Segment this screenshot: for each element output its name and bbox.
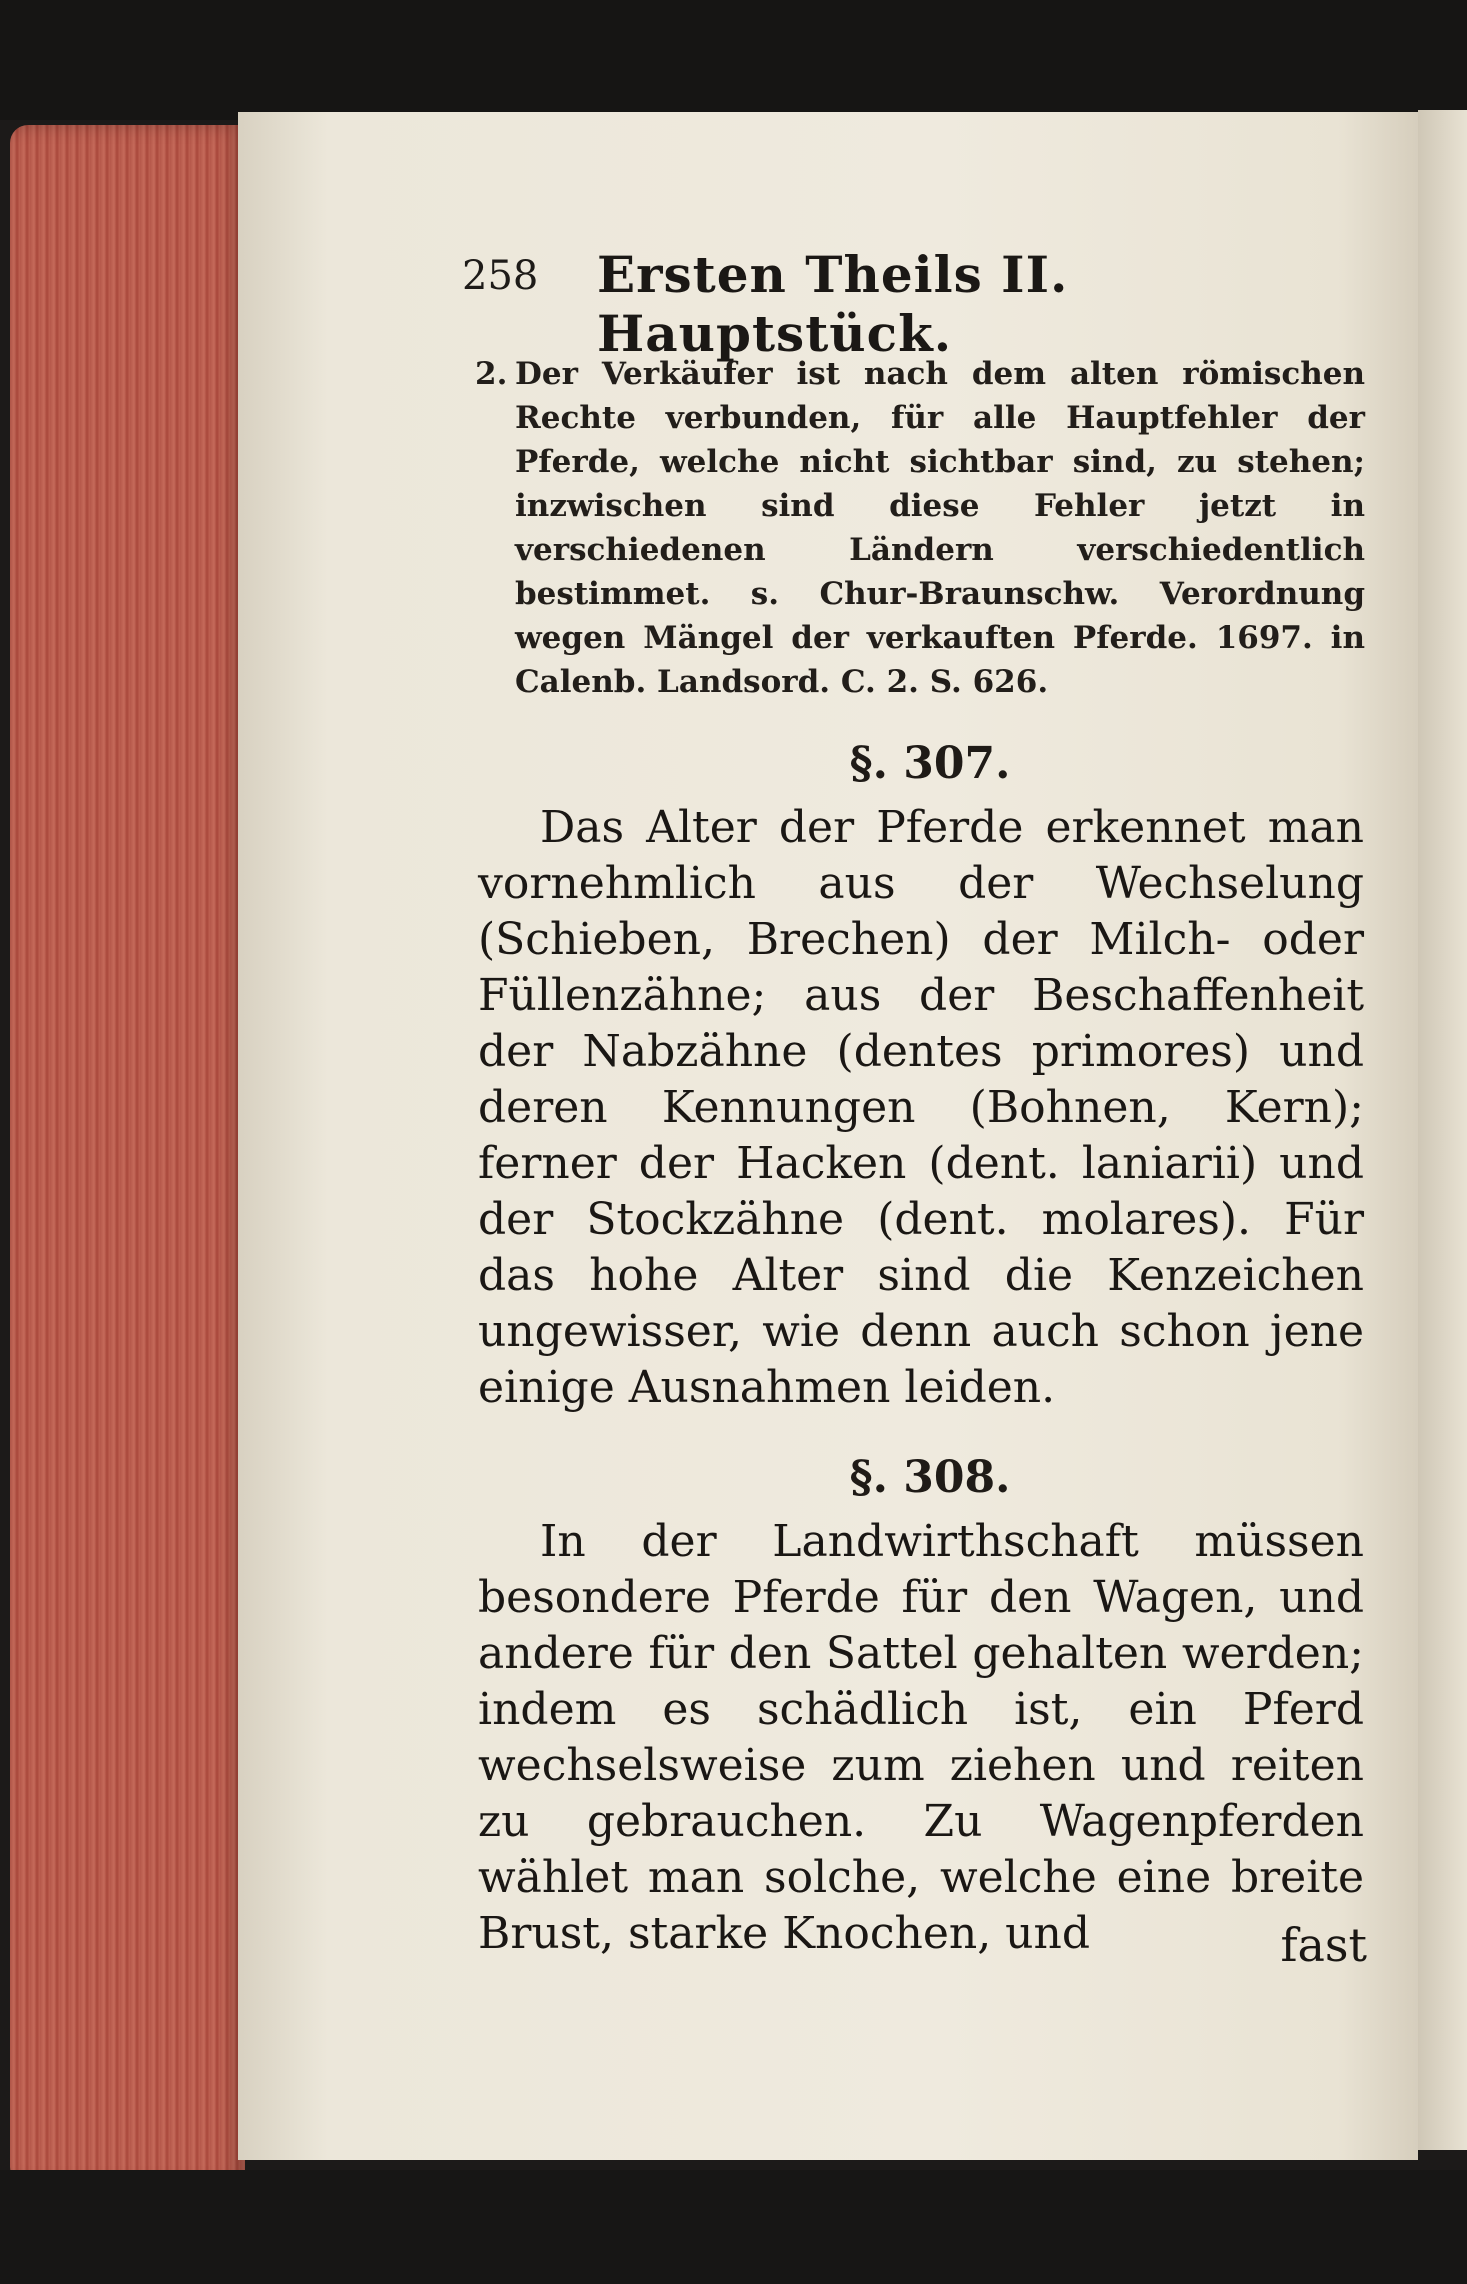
footnote	[475, 352, 1365, 704]
section-heading-307: §. 307.	[849, 738, 1011, 789]
section-text-307: Das Alter der Pferde erkennet man vornehmlich aus der Wechselung (Schieben, Brechen) der Milch- oder Füllenzähne; aus der Beschaffenheit der Nabzähne (dentes primores) und deren Kennungen (Bohnen, Kern); ferner der Hacken (dent. laniarii) und der Stockzähne (dent. molares). Für das hohe Alter sind die Kenzeichen ungewisser, wie denn auch schon jene einige Ausnahmen leiden.	[478, 802, 1364, 1413]
footnote-mark: 2.	[475, 356, 508, 392]
page-number: 258	[462, 253, 539, 299]
page-edges	[10, 125, 245, 2185]
page-header	[462, 245, 1222, 363]
footnote-text: Der Verkäufer ist nach dem alten römischen Rechte verbunden, für alle Hauptfehler der Pferde, welche nicht sichtbar sind, zu stehen; inzwischen sind diese Fehler jetzt in verschiedenen Ländern verschiedentlich bestimmet. s. Chur-Braunschw. Verordnung wegen Mängel der verkauften Pferde. 1697. in Calenb. Landsord. C. 2. S. 626.	[515, 356, 1365, 700]
facing-page-edge	[1418, 110, 1467, 2150]
section-heading-308: §. 308.	[849, 1452, 1011, 1503]
running-title: Ersten Theils II. Hauptstück.	[597, 245, 1069, 363]
catchword: fast	[1280, 1918, 1367, 1972]
section-text-308: In der Landwirthschaft müssen besondere Pferde für den Wagen, und andere für den Sattel gehalten werden; indem es schädlich ist, ein Pferd wechselsweise zum ziehen und reiten zu gebrauchen. Zu Wagenpferden wählet man solche, welche eine breite Brust, starke Knochen, und	[478, 1516, 1364, 1959]
book-cover-top	[0, 0, 1467, 120]
book-cover-bottom	[0, 2170, 1467, 2284]
